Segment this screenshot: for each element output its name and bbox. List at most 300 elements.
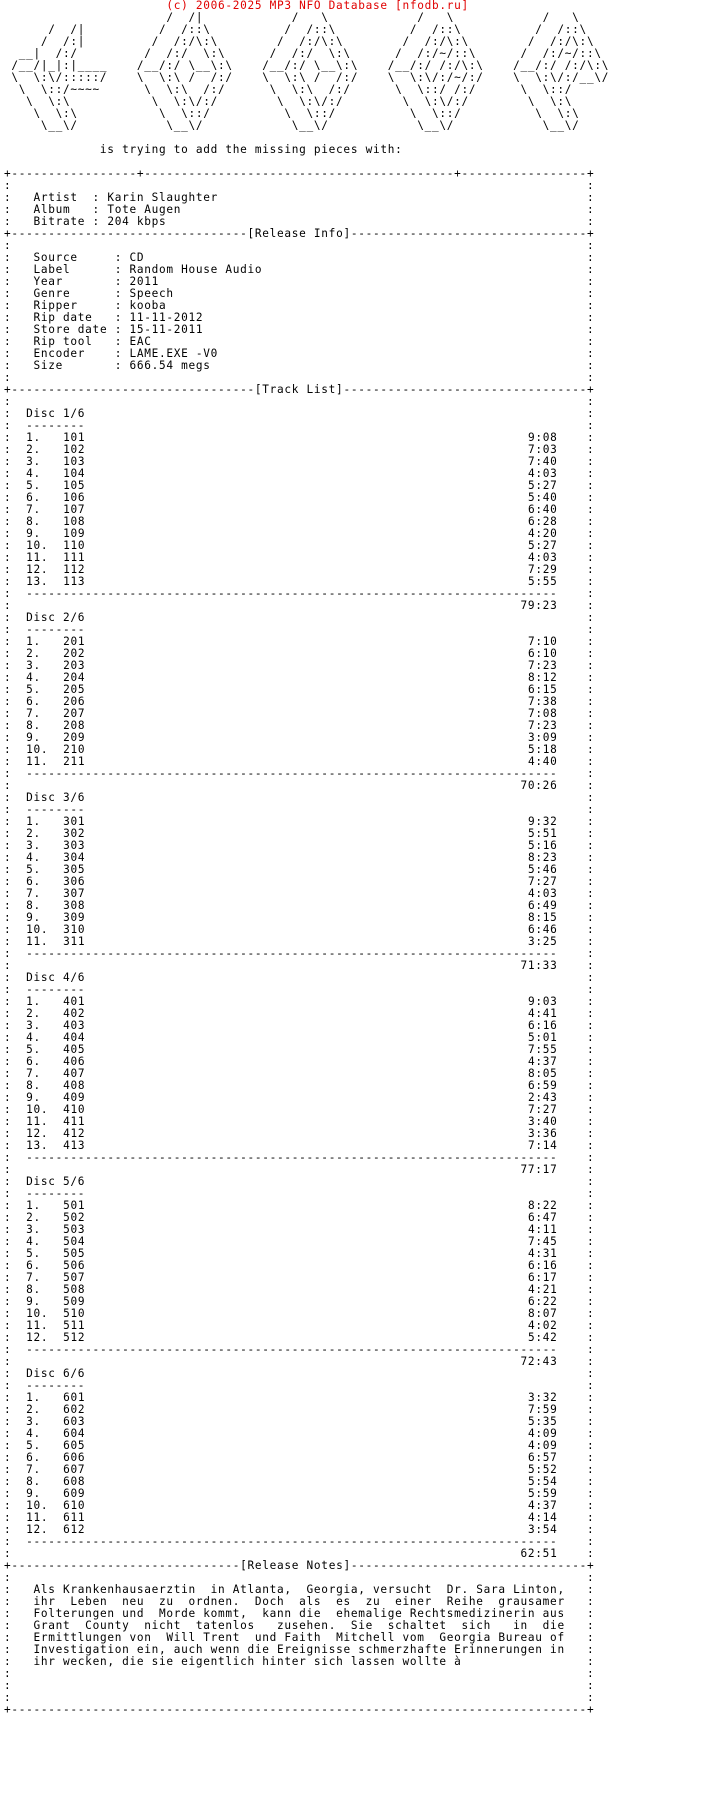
track-number: 4.: [26, 1427, 41, 1440]
track-number: 9.: [26, 731, 41, 744]
disc-total-line: : 77:17 :: [4, 1163, 595, 1176]
track-title: 602: [63, 1403, 86, 1416]
track-row: : 6. 306 7:27 :: [4, 875, 595, 888]
track-title: 612: [63, 1523, 86, 1536]
track-duration: 4:03: [527, 551, 558, 564]
track-row: : 13. 113 5:55 :: [4, 575, 595, 588]
track-duration: 4:20: [527, 527, 558, 540]
track-number: 8.: [26, 719, 41, 732]
track-row: : 6. 606 6:57 :: [4, 1451, 595, 1464]
disc-total: 62:51: [520, 1547, 558, 1560]
ascii-logo-row: / /:| / /:/\:\ / /:/\:\ / /:/\:\ / /:/\:\: [4, 35, 595, 48]
track-number: 6.: [26, 1055, 41, 1068]
disc-title: Disc 4/6: [26, 971, 86, 984]
track-title: 606: [63, 1451, 86, 1464]
track-duration: 5:55: [527, 575, 558, 588]
disc-separator: : ------------------------------------------------------------------------ :: [4, 1151, 595, 1164]
track-title: 206: [63, 695, 86, 708]
notes-line: : Als Krankenhausaerztin in Atlanta, Georgia, versucht Dr. Sara Linton, :: [4, 1583, 595, 1596]
track-title: 111: [63, 551, 86, 564]
track-row: : 3. 103 7:40 :: [4, 455, 595, 468]
track-number: 4.: [26, 671, 41, 684]
track-list-rule: +---------------------------------[Track List]---------------------------------+: [4, 383, 595, 396]
track-number: 10.: [26, 1103, 49, 1116]
ascii-logo-row: \ \::/~~~~ \ \:\ /:/ \ \:\ /:/ \ \::/ /:/ \ \::/: [4, 83, 573, 96]
ascii-logo-row: /__/|_|:|____ /__/:/ \__\:\ /__/:/ \__\:\ /__/:/ /:/\:\ /__/:/ /:/\:\: [4, 59, 610, 72]
track-title: 208: [63, 719, 86, 732]
track-duration: 7:14: [527, 1139, 558, 1152]
track-row: : 11. 511 4:02 :: [4, 1319, 595, 1332]
track-row: : 2. 102 7:03 :: [4, 443, 595, 456]
disc-title: Disc 5/6: [26, 1175, 86, 1188]
release-info-rule: +--------------------------------[Release Info]--------------------------------+: [4, 227, 595, 240]
track-number: 10.: [26, 539, 49, 552]
track-duration: 5:46: [527, 863, 558, 876]
track-duration: 6:22: [527, 1295, 558, 1308]
track-number: 9.: [26, 911, 41, 924]
ascii-logo-row: / /| / \ / \ / \: [4, 11, 580, 24]
track-duration: 9:03: [527, 995, 558, 1008]
track-duration: 8:05: [527, 1067, 558, 1080]
release-notes-heading: [Release Notes]: [240, 1559, 351, 1572]
track-number: 11.: [26, 551, 49, 564]
track-row: : 12. 412 3:36 :: [4, 1127, 595, 1140]
track-duration: 9:08: [527, 431, 558, 444]
track-number: 12.: [26, 1331, 49, 1344]
track-title: 106: [63, 491, 86, 504]
ascii-logo-row: \__\/ \__\/ \__\/ \__\/ \__\/: [4, 119, 580, 132]
track-row: : 8. 208 7:23 :: [4, 719, 595, 732]
disc-title-line: : Disc 4/6 :: [4, 971, 595, 984]
notes-line: : Grant County nicht tatenlos zusehen. Sie schaltet sich in die :: [4, 1619, 595, 1632]
track-row: : 2. 202 6:10 :: [4, 647, 595, 660]
track-number: 5.: [26, 683, 41, 696]
blank-line: : :: [4, 1679, 595, 1692]
disc-total-line: : 62:51 :: [4, 1547, 595, 1560]
track-title: 205: [63, 683, 86, 696]
track-number: 6.: [26, 491, 41, 504]
track-duration: 5:54: [527, 1475, 558, 1488]
track-row: : 10. 410 7:27 :: [4, 1103, 595, 1116]
ripper-value: kooba: [129, 299, 167, 312]
disc-total: 71:33: [520, 959, 558, 972]
track-row: : 8. 308 6:49 :: [4, 899, 595, 912]
track-list-heading: [Track List]: [254, 383, 344, 396]
track-number: 9.: [26, 1295, 41, 1308]
track-row: : 4. 604 4:09 :: [4, 1427, 595, 1440]
tagline-text: is trying to add the missing pieces with:: [4, 143, 403, 156]
track-number: 6.: [26, 875, 41, 888]
track-row: : 1. 401 9:03 :: [4, 995, 595, 1008]
track-number: 5.: [26, 1247, 41, 1260]
track-number: 8.: [26, 1475, 41, 1488]
disc-total-line: : 70:26 :: [4, 779, 595, 792]
box-top-border: +-----------------+------------------------------------------+-----------------+: [4, 167, 595, 180]
track-duration: 5:01: [527, 1031, 558, 1044]
track-row: : 3. 303 5:16 :: [4, 839, 595, 852]
track-row: : 4. 404 5:01 :: [4, 1031, 595, 1044]
track-duration: 4:09: [527, 1439, 558, 1452]
track-row: : 7. 507 6:17 :: [4, 1271, 595, 1284]
track-row: : 5. 505 4:31 :: [4, 1247, 595, 1260]
track-title: 511: [63, 1319, 86, 1332]
release-info-heading: [Release Info]: [247, 227, 351, 240]
disc-total: 79:23: [520, 599, 558, 612]
track-number: 11.: [26, 935, 49, 948]
track-row: : 11. 211 4:40 :: [4, 755, 595, 768]
track-number: 4.: [26, 1235, 41, 1248]
track-title: 412: [63, 1127, 86, 1140]
track-row: : 3. 203 7:23 :: [4, 659, 595, 672]
track-number: 9.: [26, 527, 41, 540]
track-title: 502: [63, 1211, 86, 1224]
disc-underline: : -------- :: [4, 1187, 595, 1200]
track-title: 101: [63, 431, 86, 444]
track-title: 504: [63, 1235, 86, 1248]
track-number: 2.: [26, 1211, 41, 1224]
track-title: 609: [63, 1487, 86, 1500]
track-duration: 8:22: [527, 1199, 558, 1212]
track-number: 11.: [26, 1511, 49, 1524]
track-row: : 11. 611 4:14 :: [4, 1511, 595, 1524]
release-info-rip-tool: : Rip tool : EAC :: [4, 335, 595, 348]
track-number: 3.: [26, 839, 41, 852]
track-duration: 4:41: [527, 1007, 558, 1020]
track-row: : 12. 112 7:29 :: [4, 563, 595, 576]
disc-total: 77:17: [520, 1163, 558, 1176]
release-info-encoder: : Encoder : LAME.EXE -V0 :: [4, 347, 595, 360]
track-row: : 3. 503 4:11 :: [4, 1223, 595, 1236]
notes-line: : ihr Leben neu zu ordnen. Doch als es zu einer Reihe grausamer :: [4, 1595, 595, 1608]
track-row: : 7. 407 8:05 :: [4, 1067, 595, 1080]
track-title: 305: [63, 863, 86, 876]
track-number: 7.: [26, 707, 41, 720]
track-title: 311: [63, 935, 86, 948]
disc-total-line: : 71:33 :: [4, 959, 595, 972]
track-duration: 3:25: [527, 935, 558, 948]
release-notes-text: Als Krankenhausaerztin in Atlanta, Georgia, versucht Dr. Sara Linton,: [33, 1583, 565, 1596]
track-row: : 1. 101 9:08 :: [4, 431, 595, 444]
blank-line: : :: [4, 1667, 595, 1680]
track-row: : 8. 608 5:54 :: [4, 1475, 595, 1488]
track-duration: 7:27: [527, 875, 558, 888]
track-number: 4.: [26, 851, 41, 864]
track-title: 413: [63, 1139, 86, 1152]
blank-line: : :: [4, 1691, 595, 1704]
track-number: 3.: [26, 455, 41, 468]
track-title: 110: [63, 539, 86, 552]
track-duration: 7:03: [527, 443, 558, 456]
disc-underline: : -------- :: [4, 983, 595, 996]
blank-line: : :: [4, 179, 595, 192]
release-notes-text: Ermittlungen von Will Trent und Faith Mitchell vom Georgia Bureau of: [33, 1631, 565, 1644]
track-number: 10.: [26, 923, 49, 936]
bitrate-value: 204 kbps: [107, 215, 167, 228]
track-duration: 3:54: [527, 1523, 558, 1536]
track-duration: 6:40: [527, 503, 558, 516]
label-value: Random House Audio: [129, 263, 263, 276]
track-title: 501: [63, 1199, 86, 1212]
track-duration: 5:40: [527, 491, 558, 504]
track-row: : 2. 302 5:51 :: [4, 827, 595, 840]
blank-line: : :: [4, 1571, 595, 1584]
track-duration: 7:23: [527, 659, 558, 672]
track-title: 302: [63, 827, 86, 840]
track-duration: 3:32: [527, 1391, 558, 1404]
track-number: 12.: [26, 1127, 49, 1140]
track-row: : 6. 106 5:40 :: [4, 491, 595, 504]
track-number: 13.: [26, 575, 49, 588]
track-number: 12.: [26, 1523, 49, 1536]
track-number: 3.: [26, 659, 41, 672]
track-row: : 7. 607 5:52 :: [4, 1463, 595, 1476]
release-notes-text: Folterungen und Morde kommt, kann die ehemalige Rechtsmedizinerin aus: [33, 1607, 565, 1620]
track-row: : 8. 408 6:59 :: [4, 1079, 595, 1092]
track-number: 11.: [26, 755, 49, 768]
track-number: 1.: [26, 1199, 41, 1212]
track-number: 9.: [26, 1487, 41, 1500]
track-title: 610: [63, 1499, 86, 1512]
track-duration: 5:27: [527, 479, 558, 492]
track-row: : 6. 206 7:38 :: [4, 695, 595, 708]
notes-line: : Ermittlungen von Will Trent und Faith Mitchell vom Georgia Bureau of :: [4, 1631, 595, 1644]
size-value: 666.54 megs: [129, 359, 211, 372]
disc-title: Disc 2/6: [26, 611, 86, 624]
disc-title-line: : Disc 5/6 :: [4, 1175, 595, 1188]
disc-title: Disc 1/6: [26, 407, 86, 420]
track-duration: 6:47: [527, 1211, 558, 1224]
track-row: : 10. 510 8:07 :: [4, 1307, 595, 1320]
track-row: : 12. 612 3:54 :: [4, 1523, 595, 1536]
track-number: 2.: [26, 443, 41, 456]
track-number: 2.: [26, 1403, 41, 1416]
track-title: 411: [63, 1115, 86, 1128]
track-number: 1.: [26, 431, 41, 444]
track-title: 207: [63, 707, 86, 720]
disc-title-line: : Disc 6/6 :: [4, 1367, 595, 1380]
disc-total-line: : 72:43 :: [4, 1355, 595, 1368]
track-row: : 9. 409 2:43 :: [4, 1091, 595, 1104]
track-row: : 2. 502 6:47 :: [4, 1211, 595, 1224]
disc-title: Disc 3/6: [26, 791, 86, 804]
track-row: : 9. 209 3:09 :: [4, 731, 595, 744]
track-title: 306: [63, 875, 86, 888]
track-number: 1.: [26, 635, 41, 648]
track-title: 201: [63, 635, 86, 648]
track-row: : 2. 402 4:41 :: [4, 1007, 595, 1020]
track-duration: 8:15: [527, 911, 558, 924]
album-line: : Album : Tote Augen :: [4, 203, 595, 216]
release-info-ripper: : Ripper : kooba :: [4, 299, 595, 312]
track-row: : 10. 310 6:46 :: [4, 923, 595, 936]
release-notes-text: ihr wecken, die sie eigentlich hinter sich lassen wollte à: [33, 1655, 462, 1668]
track-title: 408: [63, 1079, 86, 1092]
track-duration: 7:45: [527, 1235, 558, 1248]
track-row: : 4. 104 4:03 :: [4, 467, 595, 480]
track-number: 10.: [26, 743, 49, 756]
track-number: 4.: [26, 467, 41, 480]
ascii-logo-row: __| /:/ / /:/ \:\ / /:/ \:\ / /:/~/::\ / /:/~/::\: [4, 47, 602, 60]
track-row: : 10. 210 5:18 :: [4, 743, 595, 756]
track-duration: 7:38: [527, 695, 558, 708]
track-row: : 1. 301 9:32 :: [4, 815, 595, 828]
track-duration: 6:49: [527, 899, 558, 912]
track-duration: 4:03: [527, 887, 558, 900]
track-duration: 3:40: [527, 1115, 558, 1128]
track-row: : 11. 111 4:03 :: [4, 551, 595, 564]
track-title: 510: [63, 1307, 86, 1320]
track-title: 103: [63, 455, 86, 468]
track-duration: 7:29: [527, 563, 558, 576]
release-info-label: : Label : Random House Audio :: [4, 263, 595, 276]
release-info-genre: : Genre : Speech :: [4, 287, 595, 300]
track-number: 7.: [26, 887, 41, 900]
disc-total: 72:43: [520, 1355, 558, 1368]
track-title: 113: [63, 575, 86, 588]
track-title: 104: [63, 467, 86, 480]
track-number: 3.: [26, 1415, 41, 1428]
track-number: 2.: [26, 1007, 41, 1020]
box-bottom-border: +------------------------------------------------------------------------------+: [4, 1703, 595, 1716]
track-duration: 6:28: [527, 515, 558, 528]
track-duration: 6:16: [527, 1019, 558, 1032]
track-number: 10.: [26, 1499, 49, 1512]
track-number: 1.: [26, 815, 41, 828]
track-duration: 4:21: [527, 1283, 558, 1296]
track-title: 211: [63, 755, 86, 768]
track-title: 310: [63, 923, 86, 936]
track-number: 11.: [26, 1115, 49, 1128]
tagline-line: [4, 144, 644, 156]
track-title: 605: [63, 1439, 86, 1452]
track-row: : 11. 311 3:25 :: [4, 935, 595, 948]
track-number: 7.: [26, 1067, 41, 1080]
track-number: 8.: [26, 1079, 41, 1092]
track-title: 406: [63, 1055, 86, 1068]
track-duration: 7:55: [527, 1043, 558, 1056]
track-number: 13.: [26, 1139, 49, 1152]
track-duration: 5:16: [527, 839, 558, 852]
ascii-logo-row: \ \:\ \ \:\/:/ \ \:\/:/ \ \:\/:/ \ \:\: [4, 95, 573, 108]
copyright-text: (c) 2006-2025 MP3 NFO Database [nfodb.ru]: [166, 0, 469, 12]
track-title: 608: [63, 1475, 86, 1488]
track-duration: 8:12: [527, 671, 558, 684]
track-title: 607: [63, 1463, 86, 1476]
track-number: 3.: [26, 1019, 41, 1032]
release-notes-text: ihr Leben neu zu ordnen. Doch als es zu einer Reihe grausamer: [33, 1595, 565, 1608]
disc-title-line: : Disc 1/6 :: [4, 407, 595, 420]
track-row: : 13. 413 7:14 :: [4, 1139, 595, 1152]
track-duration: 4:03: [527, 467, 558, 480]
disc-title-line: : Disc 3/6 :: [4, 791, 595, 804]
track-duration: 2:43: [527, 1091, 558, 1104]
track-row: : 9. 309 8:15 :: [4, 911, 595, 924]
encoder-value: LAME.EXE -V0: [129, 347, 219, 360]
release-info-year: : Year : 2011 :: [4, 275, 595, 288]
track-number: 2.: [26, 827, 41, 840]
track-number: 6.: [26, 695, 41, 708]
track-duration: 4:14: [527, 1511, 558, 1524]
track-duration: 6:57: [527, 1451, 558, 1464]
disc-title-line: : Disc 2/6 :: [4, 611, 595, 624]
disc-total-line: : 79:23 :: [4, 599, 595, 612]
track-duration: 3:36: [527, 1127, 558, 1140]
track-title: 508: [63, 1283, 86, 1296]
track-duration: 5:51: [527, 827, 558, 840]
blank-line: : :: [4, 395, 595, 408]
store-date-value: 15-11-2011: [129, 323, 204, 336]
disc-underline: : -------- :: [4, 419, 595, 432]
track-title: 405: [63, 1043, 86, 1056]
track-title: 304: [63, 851, 86, 864]
track-row: : 10. 110 5:27 :: [4, 539, 595, 552]
track-row: : 9. 509 6:22 :: [4, 1295, 595, 1308]
release-info-source: : Source : CD :: [4, 251, 595, 264]
track-duration: 5:35: [527, 1415, 558, 1428]
disc-separator: : ------------------------------------------------------------------------ :: [4, 1535, 595, 1548]
track-number: 5.: [26, 1439, 41, 1452]
logo-line: [4, 120, 644, 132]
track-row: : 4. 504 7:45 :: [4, 1235, 595, 1248]
track-number: 8.: [26, 899, 41, 912]
track-number: 6.: [26, 1259, 41, 1272]
track-duration: 5:27: [527, 539, 558, 552]
track-number: 8.: [26, 1283, 41, 1296]
release-info-size: : Size : 666.54 megs :: [4, 359, 595, 372]
ascii-logo-row: \ \:\ \ \::/ \ \::/ \ \::/ \ \:\: [4, 107, 580, 120]
track-title: 509: [63, 1295, 86, 1308]
disc-separator: : ------------------------------------------------------------------------ :: [4, 947, 595, 960]
track-duration: 7:23: [527, 719, 558, 732]
track-duration: 5:18: [527, 743, 558, 756]
release-notes-text: Grant County nicht tatenlos zusehen. Sie schaltet sich in die: [33, 1619, 565, 1632]
track-title: 105: [63, 479, 86, 492]
track-row: : 9. 109 4:20 :: [4, 527, 595, 540]
track-number: 5.: [26, 863, 41, 876]
track-title: 209: [63, 731, 86, 744]
track-row: : 8. 508 4:21 :: [4, 1283, 595, 1296]
track-number: 1.: [26, 995, 41, 1008]
track-title: 407: [63, 1067, 86, 1080]
track-number: 5.: [26, 479, 41, 492]
track-row: : 5. 205 6:15 :: [4, 683, 595, 696]
track-title: 410: [63, 1103, 86, 1116]
release-notes-text: Investigation ein, auch wenn die Ereignisse schmerzhafte Erinnerungen in: [33, 1643, 565, 1656]
track-row: : 8. 108 6:28 :: [4, 515, 595, 528]
track-row: : 5. 105 5:27 :: [4, 479, 595, 492]
track-row: : 6. 406 4:37 :: [4, 1055, 595, 1068]
release-info-rip-date: : Rip date : 11-11-2012 :: [4, 311, 595, 324]
track-title: 301: [63, 815, 86, 828]
track-row: : 3. 603 5:35 :: [4, 1415, 595, 1428]
track-title: 401: [63, 995, 86, 1008]
notes-line: : Folterungen und Morde kommt, kann die ehemalige Rechtsmedizinerin aus :: [4, 1607, 595, 1620]
ascii-logo-row: \ \:\/:::::/ \ \:\ / /:/ \ \:\ / /:/ \ \:\/:/~/:/ \ \:\/:/__\/: [4, 71, 610, 84]
disc-separator: : ------------------------------------------------------------------------ :: [4, 587, 595, 600]
track-row: : 7. 307 4:03 :: [4, 887, 595, 900]
track-duration: 6:10: [527, 647, 558, 660]
blank-line: : :: [4, 239, 595, 252]
track-duration: 6:17: [527, 1271, 558, 1284]
track-title: 203: [63, 659, 86, 672]
track-row: : 2. 602 7:59 :: [4, 1403, 595, 1416]
track-duration: 7:40: [527, 455, 558, 468]
track-row: : 7. 107 6:40 :: [4, 503, 595, 516]
track-number: 10.: [26, 1307, 49, 1320]
track-duration: 4:31: [527, 1247, 558, 1260]
disc-separator: : ------------------------------------------------------------------------ :: [4, 1343, 595, 1356]
track-title: 210: [63, 743, 86, 756]
